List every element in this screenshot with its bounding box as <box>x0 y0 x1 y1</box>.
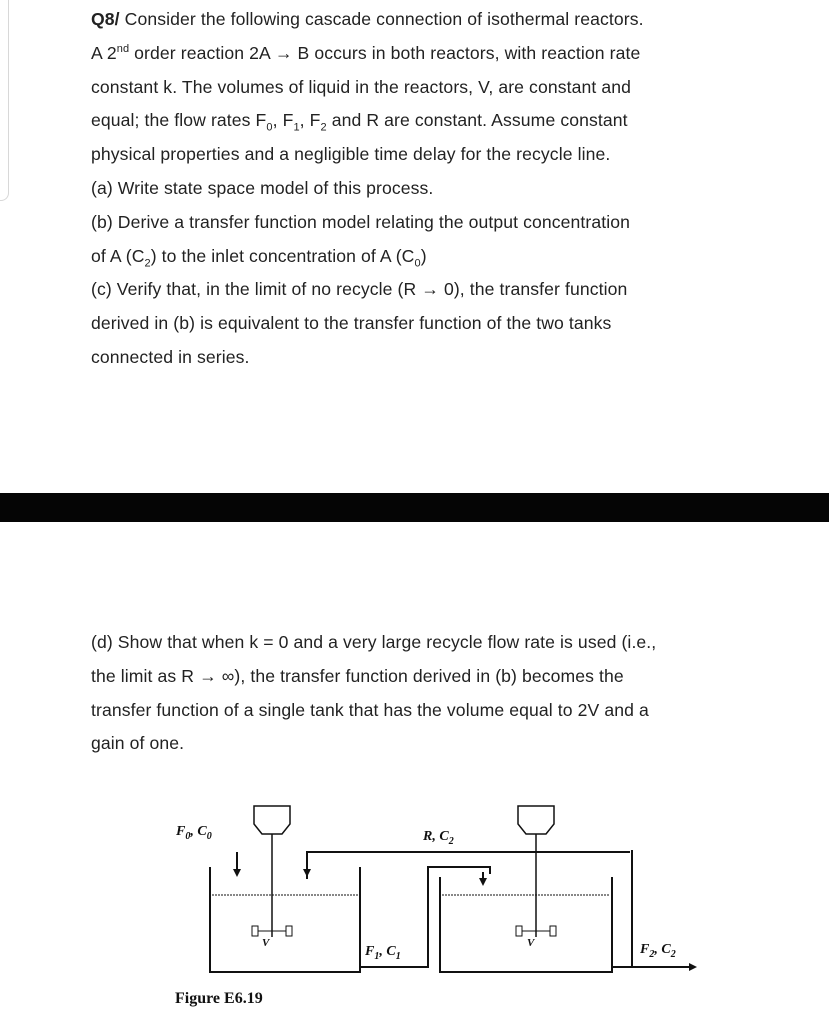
tank-2-volume-label: V <box>527 937 535 949</box>
page-edge-decoration <box>0 0 9 201</box>
question-line-3: constant k. The volumes of liquid in the reactors, V, are constant and <box>91 76 632 97</box>
feed-label: $F_0$, $C_0$ <box>176 824 212 842</box>
part-d-line-2: the limit as R → ∞), the transfer function derived in (b) becomes the <box>91 665 624 686</box>
recycle-label: R, $C_2$ <box>423 829 454 847</box>
part-d-text <box>91 626 811 761</box>
part-d-line-3: transfer function of a single tank that has the volume equal to 2V and a <box>91 699 649 720</box>
question-line-2: A 2nd order reaction 2A → B occurs in both reactors, with reaction rate <box>91 42 641 63</box>
figure-caption: Figure E6.19 <box>175 990 263 1007</box>
question-line-4: equal; the flow rates $F_0$, $F_1$, $F_2$ and R are constant. Assume constant <box>91 110 628 134</box>
part-b-line-2: of A $(C_2)$ to the inlet concentration of A $(C_0)$ <box>91 245 427 270</box>
question-text <box>91 3 801 375</box>
inter-tank-label: $F_1$, $C_1$ <box>365 944 401 962</box>
question-line-1: Q8/ Consider the following cascade connection of isothermal reactors. <box>91 9 644 29</box>
tank-1-wall <box>210 867 360 972</box>
tank-2-stirrer-motor <box>518 806 554 834</box>
black-divider-bar <box>0 493 829 522</box>
question-line-5: physical properties and a negligible time delay for the recycle line. <box>91 144 611 165</box>
outlet-label: $F_2$, $C_2$ <box>640 942 676 960</box>
recycle-riser-line <box>612 850 632 967</box>
part-a: (a) Write state space model of this process. <box>91 177 434 198</box>
part-c-line-2: derived in (b) is equivalent to the transfer function of the two tanks <box>91 313 612 334</box>
part-b-line-1: (b) Derive a transfer function model relating the output concentration <box>91 211 631 232</box>
recycle-return-line <box>307 852 630 879</box>
tank-1-stirrer-motor <box>254 806 290 834</box>
part-d-line-4: gain of one. <box>91 733 185 754</box>
tank-2-wall <box>440 877 612 972</box>
question-number: Q8/ <box>91 9 120 29</box>
part-d-line-1: (d) Show that when k = 0 and a very large recycle flow rate is used (i.e., <box>91 632 657 652</box>
tank-1-volume-label: V <box>262 937 270 949</box>
part-c-line-3: connected in series. <box>91 346 250 367</box>
reactor-diagram <box>150 792 710 992</box>
part-c-line-1: (c) Verify that, in the limit of no recycle (R → 0), the transfer function <box>91 279 628 300</box>
